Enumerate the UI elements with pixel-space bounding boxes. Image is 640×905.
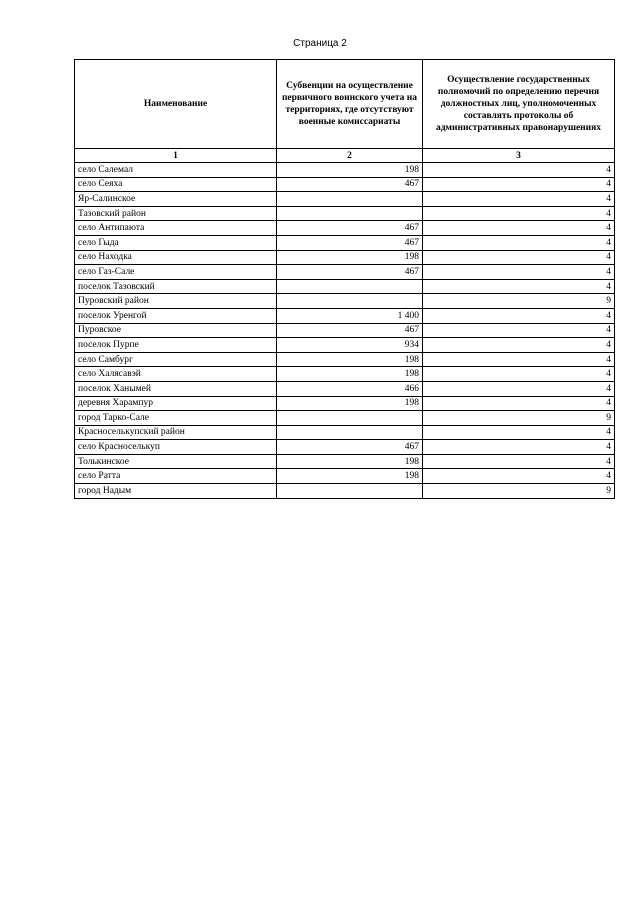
table-row — [75, 396, 615, 411]
table-row — [75, 163, 615, 178]
table-row — [75, 323, 615, 338]
row-subvention-cell: 1 400 — [277, 308, 423, 323]
row-subvention-cell — [277, 484, 423, 499]
row-authority-cell: 4 — [423, 396, 615, 411]
row-subvention-cell — [277, 425, 423, 440]
row-name-cell: Яр-Салинское — [75, 192, 277, 207]
table-row — [75, 367, 615, 382]
header-subvention: Субвенции на осуществление первичного воинского учета на территориях, где отсутствуют военные комиссариаты — [277, 60, 423, 149]
table-row — [75, 484, 615, 499]
header-authority: Осуществление государственных полномочий по определению перечня должностных лиц, уполномоченных составлять протоколы об административных правонарушениях — [423, 60, 615, 149]
row-subvention-cell: 466 — [277, 381, 423, 396]
row-subvention-cell: 467 — [277, 265, 423, 280]
table-row — [75, 250, 615, 265]
table-body — [75, 163, 615, 499]
row-authority-cell: 4 — [423, 381, 615, 396]
row-subvention-cell — [277, 192, 423, 207]
row-subvention-cell: 467 — [277, 221, 423, 236]
table-row — [75, 192, 615, 207]
row-name-cell: село Находка — [75, 250, 277, 265]
row-authority-cell: 4 — [423, 163, 615, 178]
row-name-cell: Пуровское — [75, 323, 277, 338]
row-authority-cell: 9 — [423, 484, 615, 499]
row-subvention-cell — [277, 294, 423, 309]
row-subvention-cell: 198 — [277, 250, 423, 265]
data-table — [74, 59, 615, 499]
row-authority-cell: 4 — [423, 279, 615, 294]
row-subvention-cell: 198 — [277, 454, 423, 469]
row-subvention-cell: 467 — [277, 177, 423, 192]
row-authority-cell: 4 — [423, 454, 615, 469]
table-row — [75, 308, 615, 323]
row-name-cell: Пуровский район — [75, 294, 277, 309]
column-number-row — [75, 149, 615, 163]
table-row — [75, 294, 615, 309]
row-name-cell: деревня Харампур — [75, 396, 277, 411]
row-authority-cell: 4 — [423, 206, 615, 221]
table-row — [75, 206, 615, 221]
row-name-cell: село Салемал — [75, 163, 277, 178]
row-subvention-cell — [277, 279, 423, 294]
row-subvention-cell: 934 — [277, 338, 423, 353]
table-row — [75, 235, 615, 250]
table-row — [75, 352, 615, 367]
table-row — [75, 469, 615, 484]
row-subvention-cell: 467 — [277, 235, 423, 250]
row-name-cell: село Гыда — [75, 235, 277, 250]
table-row — [75, 177, 615, 192]
row-name-cell: город Надым — [75, 484, 277, 499]
table-row — [75, 425, 615, 440]
row-authority-cell: 4 — [423, 250, 615, 265]
row-name-cell: село Ратта — [75, 469, 277, 484]
row-subvention-cell: 467 — [277, 440, 423, 455]
column-number: 2 — [277, 149, 423, 163]
table-row — [75, 338, 615, 353]
table-row — [75, 411, 615, 426]
row-name-cell: город Тарко-Сале — [75, 411, 277, 426]
row-name-cell: поселок Тазовский — [75, 279, 277, 294]
row-subvention-cell: 198 — [277, 469, 423, 484]
table-row — [75, 265, 615, 280]
row-name-cell: село Самбург — [75, 352, 277, 367]
row-name-cell: Тазовский район — [75, 206, 277, 221]
table-row — [75, 381, 615, 396]
row-name-cell: село Халясавэй — [75, 367, 277, 382]
row-authority-cell: 4 — [423, 265, 615, 280]
header-row — [75, 60, 615, 149]
header-name: Наименование — [75, 60, 277, 149]
row-authority-cell: 4 — [423, 338, 615, 353]
page-number-label: Страница 2 — [293, 38, 347, 49]
table-row — [75, 440, 615, 455]
row-authority-cell: 4 — [423, 469, 615, 484]
row-authority-cell: 4 — [423, 177, 615, 192]
row-name-cell: Толькинское — [75, 454, 277, 469]
row-authority-cell: 4 — [423, 323, 615, 338]
row-subvention-cell: 198 — [277, 367, 423, 382]
row-subvention-cell: 198 — [277, 352, 423, 367]
row-authority-cell: 4 — [423, 192, 615, 207]
table-row — [75, 454, 615, 469]
row-authority-cell: 4 — [423, 308, 615, 323]
row-authority-cell: 9 — [423, 294, 615, 309]
row-authority-cell: 4 — [423, 367, 615, 382]
row-authority-cell: 4 — [423, 352, 615, 367]
row-authority-cell: 4 — [423, 425, 615, 440]
row-authority-cell: 4 — [423, 440, 615, 455]
row-authority-cell: 4 — [423, 235, 615, 250]
row-authority-cell: 4 — [423, 221, 615, 236]
row-authority-cell: 9 — [423, 411, 615, 426]
row-subvention-cell: 198 — [277, 163, 423, 178]
row-subvention-cell — [277, 206, 423, 221]
row-subvention-cell: 467 — [277, 323, 423, 338]
row-name-cell: поселок Пурпе — [75, 338, 277, 353]
row-name-cell: село Газ-Сале — [75, 265, 277, 280]
column-number: 3 — [423, 149, 615, 163]
row-name-cell: село Сеяха — [75, 177, 277, 192]
row-name-cell: село Красноселькуп — [75, 440, 277, 455]
row-name-cell: Красноселькупский район — [75, 425, 277, 440]
table-row — [75, 221, 615, 236]
column-number: 1 — [75, 149, 277, 163]
row-subvention-cell — [277, 411, 423, 426]
row-name-cell: поселок Ханымей — [75, 381, 277, 396]
table-row — [75, 279, 615, 294]
row-name-cell: село Антипаюта — [75, 221, 277, 236]
row-name-cell: поселок Уренгой — [75, 308, 277, 323]
row-subvention-cell: 198 — [277, 396, 423, 411]
